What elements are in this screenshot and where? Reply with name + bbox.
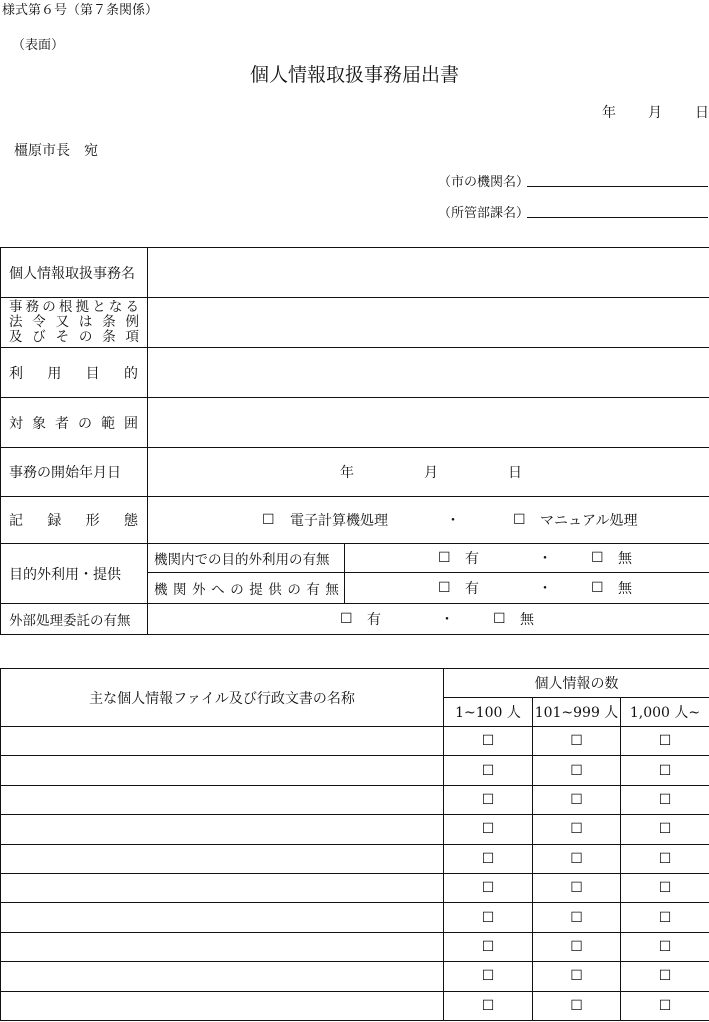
label-char: 的 xyxy=(123,365,138,382)
count-small-checkbox[interactable]: ☐ xyxy=(481,821,495,838)
date-day-label: 日 xyxy=(695,105,709,121)
count-large-checkbox[interactable]: ☐ xyxy=(658,762,672,779)
file-row xyxy=(1,873,709,902)
file-rows xyxy=(1,727,709,1021)
count-small-checkbox-cell xyxy=(444,962,533,991)
electronic-checkbox[interactable]: ☐ xyxy=(262,512,275,528)
label-char: 範 xyxy=(101,415,115,432)
scope-row xyxy=(1,398,709,448)
external-provision-yes-label: 有 xyxy=(465,581,479,597)
count-small-checkbox[interactable]: ☐ xyxy=(481,791,495,808)
outsourcing-no-label: 無 xyxy=(520,612,534,628)
label-char: 録 xyxy=(47,513,62,529)
scope-label xyxy=(1,398,148,448)
count-header: 個人情報の数 xyxy=(444,669,709,698)
label-char: 形 xyxy=(85,513,100,529)
external-provision-label xyxy=(148,573,345,604)
external-provision-no-label: 無 xyxy=(618,581,632,597)
external-provision-separator: ・ xyxy=(538,581,552,597)
external-provision-label-spread xyxy=(148,578,344,598)
label-char: 項 xyxy=(125,329,139,345)
outsourcing-yes-checkbox[interactable]: ☐ xyxy=(340,611,353,627)
start-date-field[interactable] xyxy=(148,448,709,497)
count-small-checkbox-cell xyxy=(444,991,533,1020)
count-large-checkbox-cell xyxy=(621,873,709,902)
count-large-checkbox-cell xyxy=(621,903,709,932)
label-char: 目 xyxy=(85,365,100,382)
internal-use-no-checkbox[interactable]: ☐ xyxy=(591,550,604,566)
side-label: （表面） xyxy=(12,38,65,53)
count-medium-checkbox-cell xyxy=(533,962,621,991)
count-medium-checkbox[interactable]: ☐ xyxy=(570,938,583,955)
record-form-row xyxy=(1,497,709,544)
label-char: 用 xyxy=(47,365,62,382)
label-char: 及 xyxy=(9,329,23,345)
count-medium-checkbox[interactable]: ☐ xyxy=(570,791,583,808)
label-char: 令 xyxy=(32,314,46,330)
label-char: び xyxy=(32,329,46,345)
internal-use-row xyxy=(1,544,709,573)
count-large-checkbox-cell xyxy=(621,785,709,814)
purpose-label xyxy=(1,348,148,398)
count-medium-checkbox[interactable]: ☐ xyxy=(570,968,583,985)
count-small-checkbox-cell xyxy=(444,873,533,902)
count-large-checkbox[interactable]: ☐ xyxy=(658,997,672,1014)
count-col-medium: 101~999 人 xyxy=(533,698,621,727)
count-small-checkbox[interactable]: ☐ xyxy=(481,733,495,750)
manual-option-label: マニュアル処理 xyxy=(540,513,638,529)
label-char: 有 xyxy=(306,582,320,598)
count-medium-checkbox-cell xyxy=(533,727,621,756)
count-small-checkbox-cell xyxy=(444,785,533,814)
count-small-checkbox-cell xyxy=(444,903,533,932)
external-provision-no-checkbox[interactable]: ☐ xyxy=(591,580,604,596)
label-char: な xyxy=(108,299,123,315)
count-large-checkbox-cell xyxy=(621,932,709,961)
internal-use-yes-checkbox[interactable]: ☐ xyxy=(438,550,451,566)
count-small-checkbox[interactable]: ☐ xyxy=(481,880,495,897)
count-medium-checkbox-cell xyxy=(533,991,621,1020)
count-small-checkbox[interactable]: ☐ xyxy=(481,909,495,926)
count-small-checkbox-cell xyxy=(444,844,533,873)
outside-use-label: 目的外利用・提供 xyxy=(1,544,148,604)
count-large-checkbox-cell xyxy=(621,815,709,844)
label-char: 記 xyxy=(9,513,23,529)
count-medium-checkbox[interactable]: ☐ xyxy=(570,733,583,750)
count-small-checkbox-cell xyxy=(444,727,533,756)
count-col-small: 1~100 人 xyxy=(444,698,533,727)
label-char: の xyxy=(78,415,92,432)
outsourcing-label: 外部処理委託の有無 xyxy=(1,604,148,635)
count-small-checkbox[interactable]: ☐ xyxy=(481,850,495,867)
count-small-checkbox-cell xyxy=(444,815,533,844)
count-col-large: 1,000 人~ xyxy=(621,698,709,727)
file-name-field[interactable] xyxy=(1,756,444,785)
count-small-checkbox[interactable]: ☐ xyxy=(481,762,495,779)
registration-table xyxy=(0,247,709,635)
files-header-row xyxy=(1,669,709,698)
file-name-header: 主な個人情報ファイル及び行政文書の名称 xyxy=(1,669,444,727)
scope-field[interactable] xyxy=(148,398,709,448)
label-char: 無 xyxy=(325,582,339,598)
addressee: 橿原市長 宛 xyxy=(14,143,98,159)
label-char: 態 xyxy=(123,513,138,529)
start-date-label: 事務の開始年月日 xyxy=(1,448,148,497)
label-char: 供 xyxy=(268,582,282,598)
purpose-row xyxy=(1,348,709,398)
form-title: 個人情報取扱事務届出書 xyxy=(249,64,459,86)
count-large-checkbox[interactable]: ☐ xyxy=(658,821,672,838)
count-large-checkbox-cell xyxy=(621,962,709,991)
file-name-field[interactable] xyxy=(1,727,444,756)
count-medium-checkbox-cell xyxy=(533,815,621,844)
scope-label-spread xyxy=(1,413,147,433)
count-medium-checkbox-cell xyxy=(533,785,621,814)
label-char: 根 xyxy=(58,299,73,315)
legal-basis-line-2 xyxy=(9,315,139,330)
count-large-checkbox[interactable]: ☐ xyxy=(658,968,672,985)
file-name-field[interactable] xyxy=(1,932,444,961)
record-form-separator: ・ xyxy=(446,513,460,529)
form-number: 様式第６号（第７条関係） xyxy=(2,3,159,18)
count-medium-checkbox[interactable]: ☐ xyxy=(570,821,583,838)
file-name-field[interactable] xyxy=(1,873,444,902)
label-char: の xyxy=(287,582,301,598)
internal-use-yes-label: 有 xyxy=(465,551,479,567)
file-name-field[interactable] xyxy=(1,991,444,1020)
count-large-checkbox-cell xyxy=(621,844,709,873)
file-name-field[interactable] xyxy=(1,962,444,991)
file-row xyxy=(1,727,709,756)
date-year-label: 年 xyxy=(602,105,616,121)
label-char: 囲 xyxy=(124,415,138,432)
label-char: 又 xyxy=(55,314,70,330)
start-date-day: 日 xyxy=(508,465,522,481)
file-row xyxy=(1,756,709,785)
files-table xyxy=(0,668,709,1021)
outsourcing-options xyxy=(148,604,709,635)
label-char: 対 xyxy=(9,415,23,432)
count-medium-checkbox-cell xyxy=(533,903,621,932)
internal-use-label: 機関内での目的外利用の有無 xyxy=(148,544,345,573)
file-row xyxy=(1,815,709,844)
dept-name-field[interactable] xyxy=(527,217,708,218)
label-char: 外 xyxy=(192,582,206,598)
date-month-label: 月 xyxy=(648,105,662,121)
office-name-row xyxy=(1,248,709,298)
label-char: は xyxy=(78,314,93,330)
label-char: の xyxy=(78,329,93,345)
record-form-options xyxy=(148,497,709,544)
count-large-checkbox[interactable]: ☐ xyxy=(658,791,672,808)
count-medium-checkbox[interactable]: ☐ xyxy=(570,850,583,867)
label-char: 拠 xyxy=(75,299,90,315)
label-char: 提 xyxy=(249,582,263,598)
organ-name-field[interactable] xyxy=(527,186,708,187)
count-medium-checkbox-cell xyxy=(533,844,621,873)
purpose-field[interactable] xyxy=(148,348,709,398)
record-form-label-spread xyxy=(1,510,147,530)
file-row xyxy=(1,903,709,932)
label-char: 利 xyxy=(9,365,23,382)
outsourcing-yes-label: 有 xyxy=(367,612,381,628)
label-char: へ xyxy=(211,582,225,598)
label-char: の xyxy=(42,299,56,315)
record-form-label xyxy=(1,497,148,544)
label-char: 務 xyxy=(25,299,40,315)
file-row xyxy=(1,844,709,873)
manual-checkbox[interactable]: ☐ xyxy=(513,512,526,528)
label-char: 例 xyxy=(125,314,139,330)
count-medium-checkbox-cell xyxy=(533,932,621,961)
legal-basis-label-stack xyxy=(1,300,147,345)
internal-use-options xyxy=(345,544,709,573)
file-name-field[interactable] xyxy=(1,903,444,932)
legal-basis-line-1 xyxy=(9,300,139,315)
internal-use-separator: ・ xyxy=(538,551,552,567)
start-date-month: 月 xyxy=(424,465,438,481)
legal-basis-line-3 xyxy=(9,330,139,345)
label-char: 象 xyxy=(32,415,46,432)
office-name-label: 個人情報取扱事務名 xyxy=(1,248,148,298)
count-large-checkbox[interactable]: ☐ xyxy=(658,733,672,750)
count-large-checkbox[interactable]: ☐ xyxy=(658,880,672,897)
label-char: 条 xyxy=(102,314,116,330)
legal-basis-label xyxy=(1,298,148,348)
count-medium-checkbox[interactable]: ☐ xyxy=(570,762,583,779)
label-char: の xyxy=(230,582,244,598)
purpose-label-spread xyxy=(1,363,147,383)
file-row xyxy=(1,785,709,814)
file-row xyxy=(1,932,709,961)
file-name-field[interactable] xyxy=(1,785,444,814)
count-medium-checkbox[interactable]: ☐ xyxy=(570,909,583,926)
count-large-checkbox[interactable]: ☐ xyxy=(658,909,672,926)
file-name-field[interactable] xyxy=(1,815,444,844)
electronic-option-label: 電子計算機処理 xyxy=(290,513,388,529)
label-char: 条 xyxy=(102,329,116,345)
office-name-field[interactable] xyxy=(148,248,709,298)
label-char: と xyxy=(92,299,106,315)
file-name-field[interactable] xyxy=(1,844,444,873)
legal-basis-row xyxy=(1,298,709,348)
label-char: そ xyxy=(55,329,70,345)
count-medium-checkbox[interactable]: ☐ xyxy=(570,997,583,1014)
start-date-row xyxy=(1,448,709,497)
organ-name-label: （市の機関名） xyxy=(438,175,530,190)
count-large-checkbox[interactable]: ☐ xyxy=(658,938,672,955)
dept-name-label: （所管部課名） xyxy=(438,206,530,221)
count-medium-checkbox-cell xyxy=(533,756,621,785)
label-char: 関 xyxy=(173,582,187,598)
file-row xyxy=(1,962,709,991)
legal-basis-field[interactable] xyxy=(148,298,709,348)
label-char: る xyxy=(125,299,139,315)
internal-use-no-label: 無 xyxy=(618,551,632,567)
count-large-checkbox[interactable]: ☐ xyxy=(658,850,672,867)
label-char: 機 xyxy=(154,582,168,598)
outsourcing-no-checkbox[interactable]: ☐ xyxy=(493,611,506,627)
external-provision-options xyxy=(345,573,709,604)
file-row xyxy=(1,991,709,1020)
count-large-checkbox-cell xyxy=(621,756,709,785)
count-small-checkbox[interactable]: ☐ xyxy=(481,938,495,955)
start-date-year: 年 xyxy=(340,465,354,481)
count-large-checkbox-cell xyxy=(621,991,709,1020)
outsourcing-row xyxy=(1,604,709,635)
count-large-checkbox-cell xyxy=(621,727,709,756)
count-small-checkbox[interactable]: ☐ xyxy=(481,968,495,985)
external-provision-yes-checkbox[interactable]: ☐ xyxy=(438,580,451,596)
count-small-checkbox-cell xyxy=(444,756,533,785)
label-char: 法 xyxy=(9,314,23,330)
label-char: 者 xyxy=(55,415,69,432)
count-small-checkbox-cell xyxy=(444,932,533,961)
count-medium-checkbox-cell xyxy=(533,873,621,902)
count-small-checkbox[interactable]: ☐ xyxy=(481,997,495,1014)
label-char: 事 xyxy=(9,299,23,315)
outsourcing-separator: ・ xyxy=(440,612,454,628)
count-medium-checkbox[interactable]: ☐ xyxy=(570,880,583,897)
